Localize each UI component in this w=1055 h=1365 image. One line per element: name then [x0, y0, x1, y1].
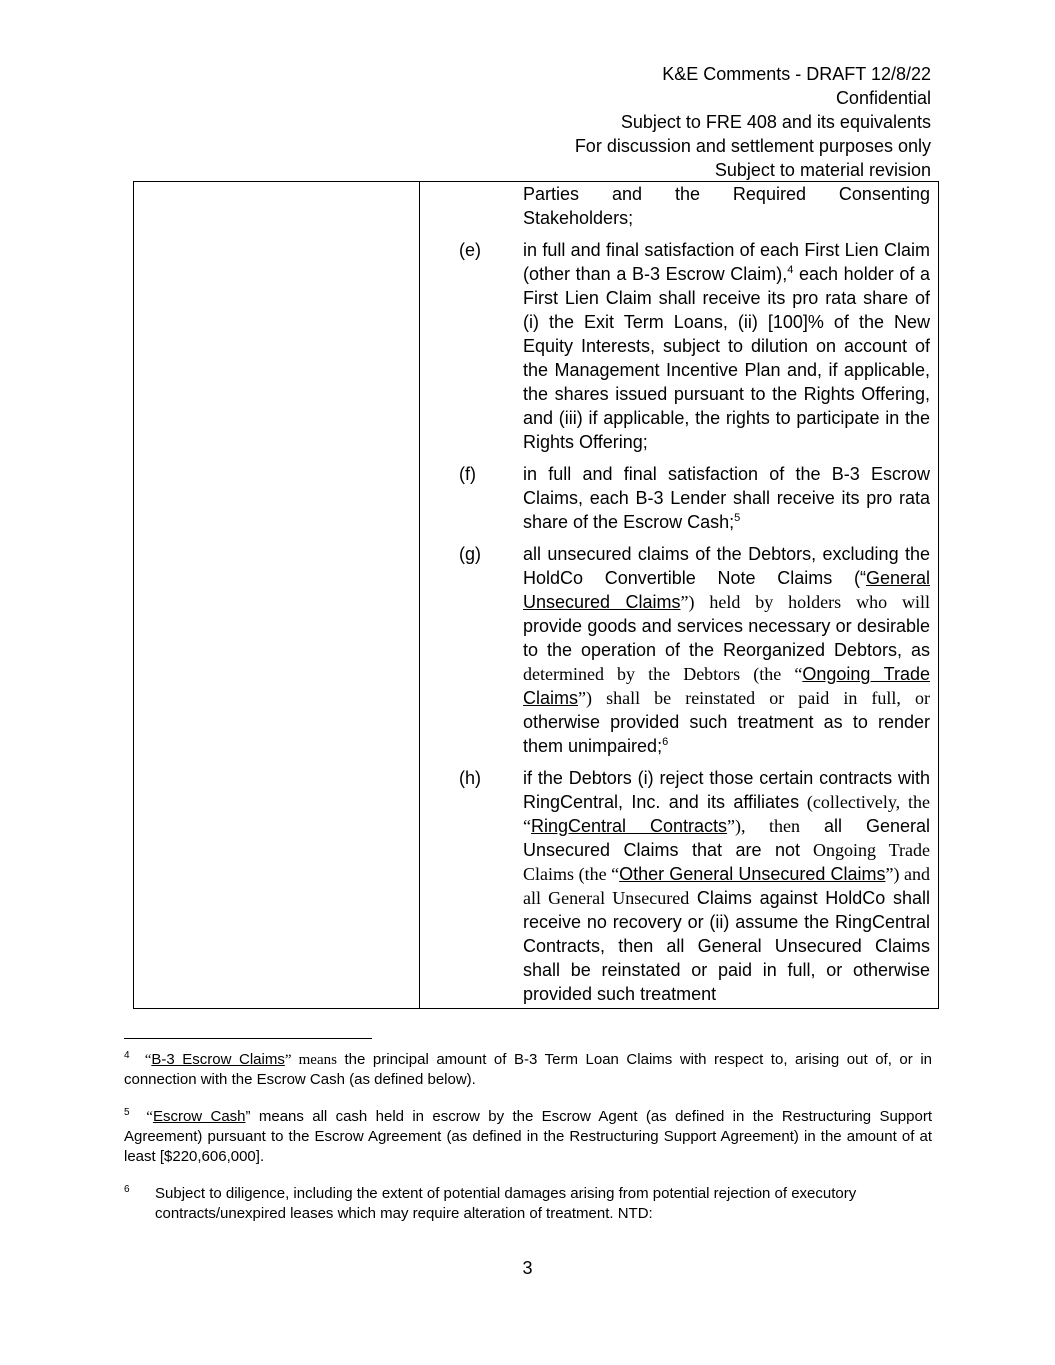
clause-f — [420, 462, 930, 534]
clause-text: in full and final satisfaction of each First Lien Claim (other than a B-3 Escrow Claim),$^4$ each holder of a First Lien Claim shall receive its pro rata share of (i) the Exit Term Loans, (ii) [100]% of the New Equity Interests, subject to dilution on account of the Management Incentive Plan and, if applicable, the shares issued pursuant to the Rights Offering, and (iii) if applicable, the rights to participate in the Rights Offering; — [523, 240, 930, 452]
term-sheet-right-cell — [420, 182, 939, 1009]
clause-g — [420, 542, 930, 758]
footnote-ref-5[interactable]: 5 — [734, 512, 741, 524]
header-draft-line: K&E Comments - DRAFT 12/8/22 — [662, 64, 931, 84]
clause-text: in full and final satisfaction of the B-3 Escrow Claims, each B-3 Lender shall receive its pro rata share of the Escrow Cash;$^5$ — [523, 464, 930, 532]
clause-h — [420, 766, 930, 1006]
footnote-ref-6[interactable]: 6 — [662, 736, 669, 748]
term-sheet-left-cell — [134, 182, 420, 1009]
draft-header — [575, 62, 931, 182]
defined-term: B-3 Escrow Claims — [151, 1051, 285, 1068]
defined-term: General Unsecured Claims — [523, 568, 930, 612]
clause-label: (f) — [459, 464, 476, 484]
term-sheet-table — [133, 181, 939, 1009]
footnote-separator — [124, 1038, 372, 1039]
defined-term: Ongoing Trade Claims — [523, 664, 930, 708]
clause-text: all unsecured claims of the Debtors, excluding the HoldCo Convertible Note Claims (“General Unsecured Claims”) held by holders who will provide goods and services necessary or desirable to the operation of the Reorganized Debtors, as determined by the Debtors (the “Ongoing Trade Claims”) shall be reinstated or paid in full, or otherwise provided such treatment as to render them unimpaired;$^6$ — [523, 544, 930, 756]
header-fre-line: Subject to FRE 408 and its equivalents — [620, 112, 931, 132]
clause-e — [420, 238, 930, 454]
defined-term: Escrow Cash — [152, 1108, 246, 1125]
clause-list — [420, 182, 938, 1006]
clause-text: if the Debtors (i) reject those certain contracts with RingCentral, Inc. and its affiliates (collectively, the “RingCentral Contracts”), then all General Unsecured Claims that are not Ongoing Trade Claims (the “Other General Unsecured Claims”) and all General Unsecured Claims against HoldCo shall receive no recovery or (ii) assume the RingCentral Contracts, then all General Unsecured Claims shall be reinstated or paid in full, or otherwise provided such treatment — [523, 768, 930, 1004]
footnote-6 — [124, 1184, 932, 1224]
footnote-ref-4[interactable]: 4 — [787, 264, 794, 276]
defined-term: Other General Unsecured Claims — [619, 864, 886, 884]
footnote-number: 5 — [124, 1107, 130, 1118]
continued-text: Parties and the Required Consenting Stakeholders; — [523, 184, 930, 228]
header-confidential-line: Confidential — [835, 88, 931, 108]
header-discussion-line: For discussion and settlement purposes only — [574, 136, 931, 156]
header-revision-line: Subject to material revision — [714, 160, 931, 180]
footnote-4: $^4$ “B-3 Escrow Claims” means the principal amount of B-3 Term Loan Claims with respect to, arising out of, or in connection with the Escrow Cash (as defined below). — [124, 1050, 932, 1088]
footnote-number: 4 — [124, 1050, 130, 1061]
footnote-number: 6 — [124, 1184, 130, 1195]
clause-label: (e) — [459, 240, 481, 260]
clause-label: (h) — [459, 768, 481, 788]
footnote-text: Subject to diligence, including the extent of potential damages arising from potential rejection of executory contracts/unexpired leases which may require alteration of treatment. NTD: — [155, 1185, 857, 1222]
page-number: 3 — [522, 1258, 533, 1278]
clause-label: (g) — [459, 544, 481, 564]
defined-term: RingCentral Contracts — [531, 816, 728, 836]
footnote-5: $^5$ “Escrow Cash” means all cash held in escrow by the Escrow Agent (as defined in the Restructuring Support Agreement) pursuant to the Escrow Agreement (as defined in the Restructuring Support Agreement) in the amount of at least [$220,606,000]. — [124, 1107, 932, 1165]
